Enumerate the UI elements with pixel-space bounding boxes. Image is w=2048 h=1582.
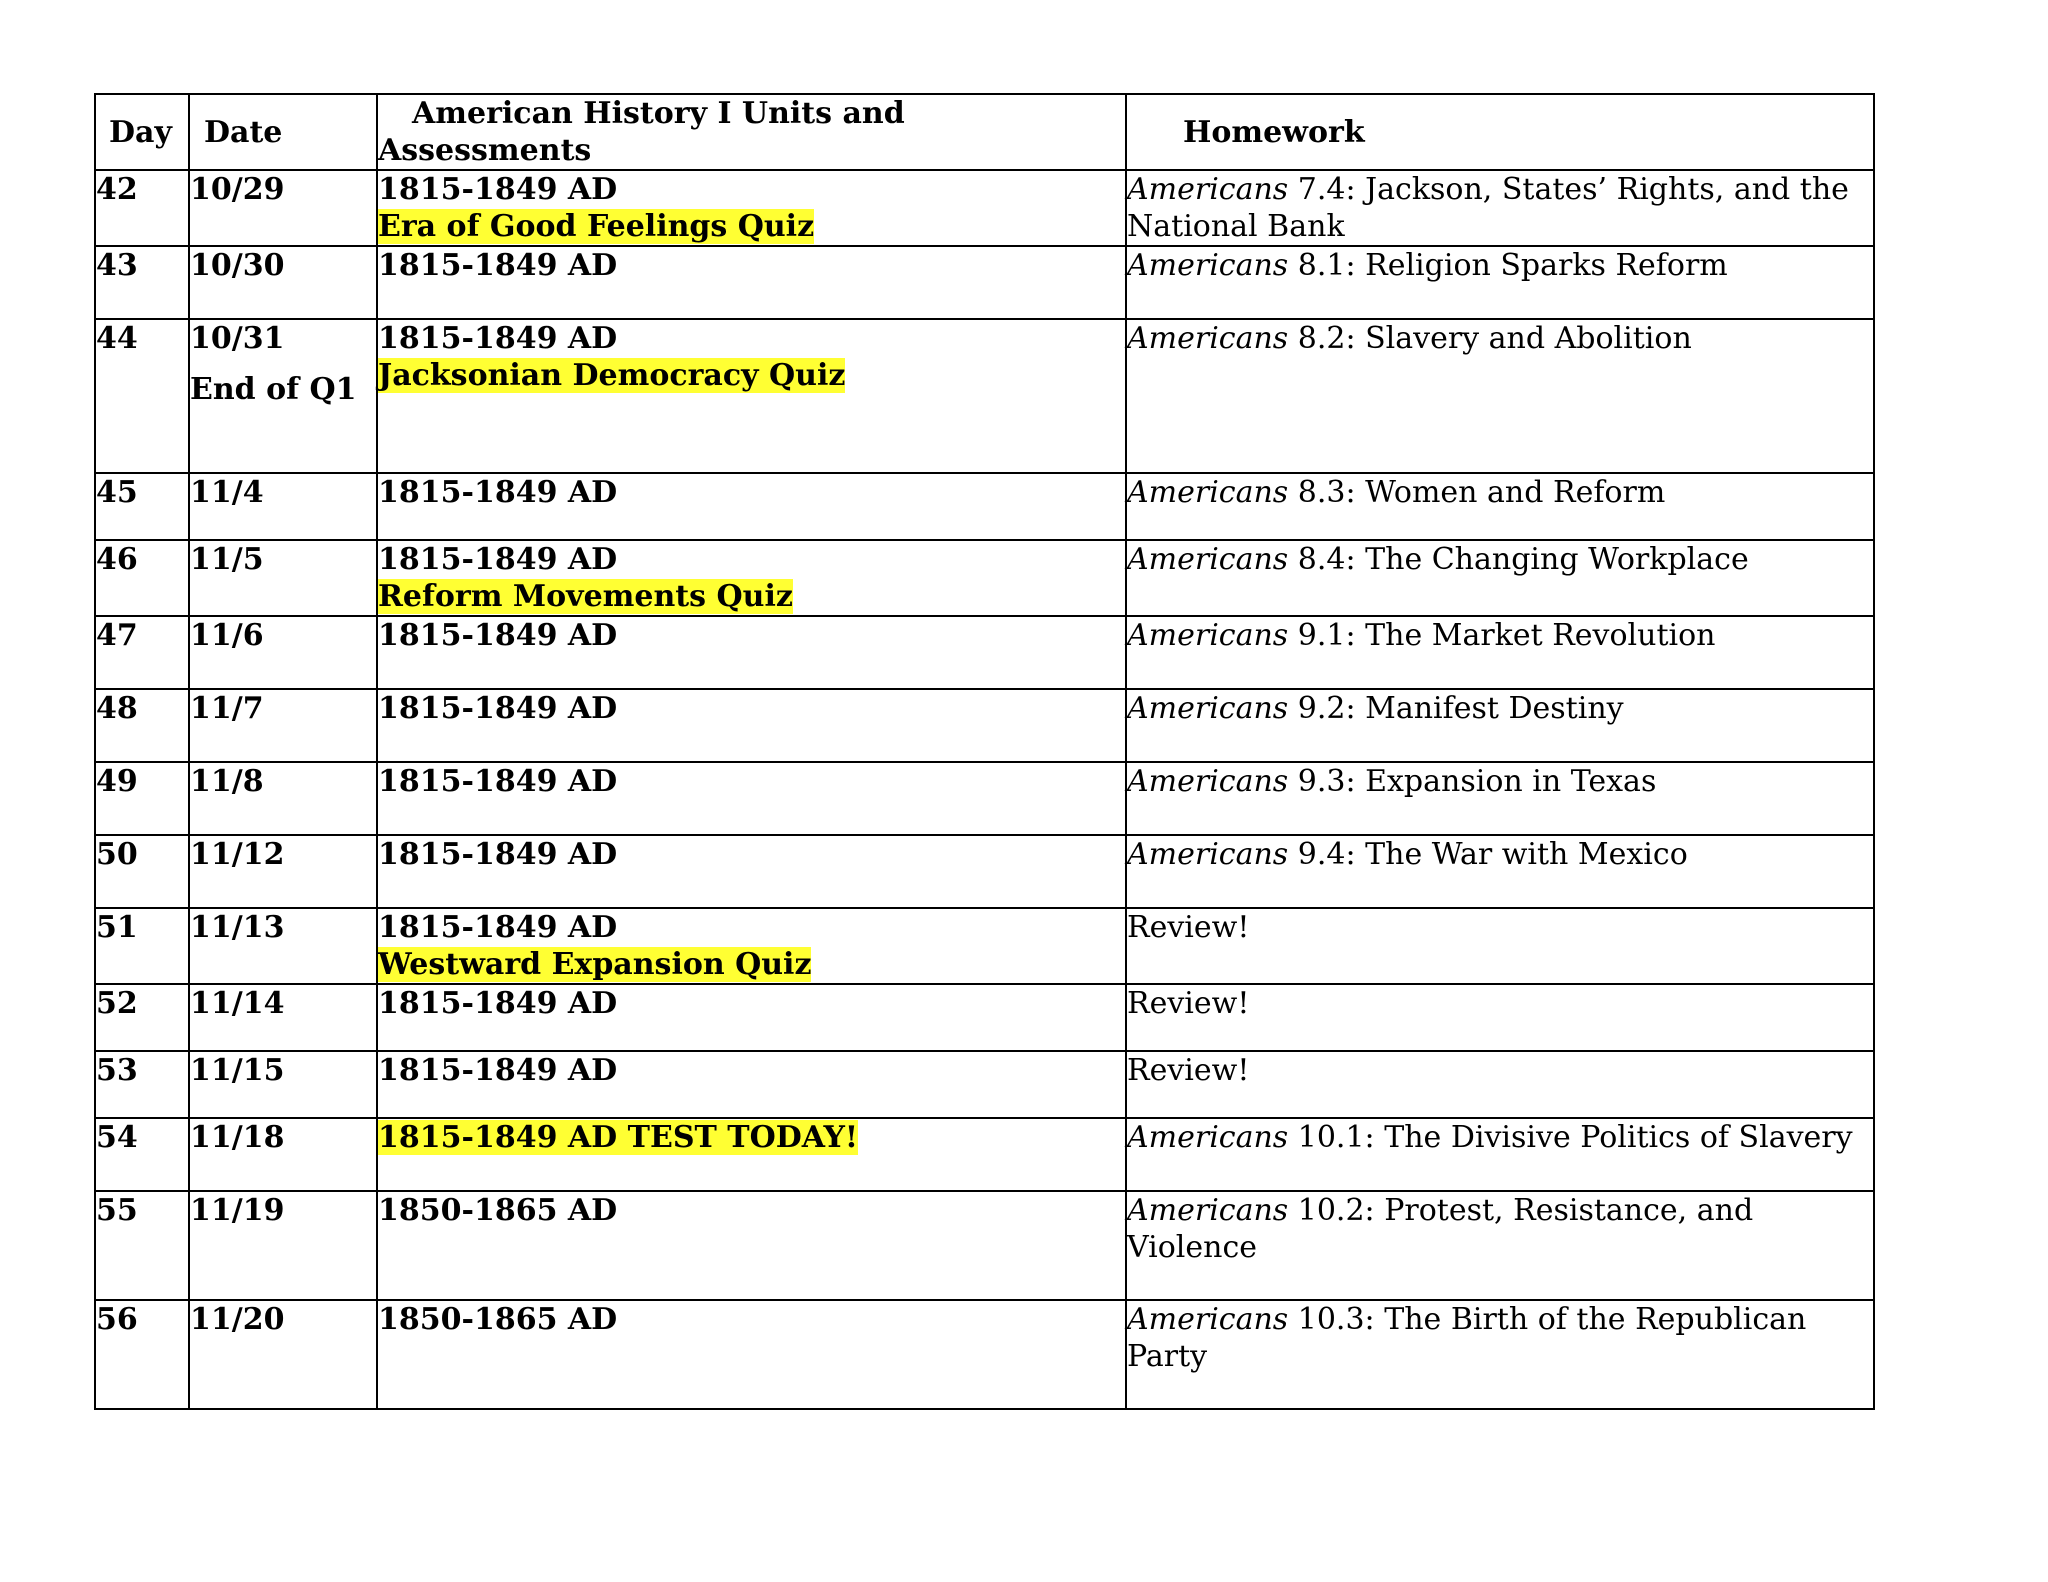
textbook-title: Americans [1127,172,1289,207]
table-row [95,835,1874,908]
unit-label: 1815-1849 AD [378,910,618,945]
homework-cell [1126,616,1874,689]
unit-cell [377,1118,1126,1191]
date-value: 11/6 [190,618,264,653]
unit-label: 1815-1849 AD [378,1053,618,1088]
table-row [95,319,1874,473]
date-value: 11/12 [190,837,285,872]
day-cell: 45 [95,473,189,540]
date-cell [189,689,377,762]
unit-cell [377,1300,1126,1409]
homework-text: 9.2: Manifest Destiny [1288,691,1624,726]
day-cell: 53 [95,1051,189,1118]
homework-text: 8.4: The Changing Workplace [1288,542,1749,577]
textbook-title: Americans [1127,1302,1289,1337]
unit-cell [377,908,1126,984]
homework-text: 8.3: Women and Reform [1288,475,1666,510]
table-row [95,984,1874,1051]
date-cell [189,170,377,246]
textbook-title: Americans [1127,691,1289,726]
table-row [95,1300,1874,1409]
day-cell: 52 [95,984,189,1051]
header-units [377,94,1126,170]
homework-text: 10.2: Protest, Resistance, and Violence [1127,1193,1754,1265]
date-cell [189,473,377,540]
unit-label: 1815-1849 AD [378,986,618,1021]
day-cell: 50 [95,835,189,908]
day-cell: 49 [95,762,189,835]
date-value: 10/29 [190,172,285,207]
homework-cell [1126,984,1874,1051]
homework-text: 10.3: The Birth of the Republican Party [1127,1302,1807,1374]
date-value: 10/30 [190,248,285,283]
date-note: End of Q1 [190,372,357,407]
day-cell: 47 [95,616,189,689]
date-cell [189,1051,377,1118]
textbook-title: Americans [1127,248,1289,283]
date-value: 11/8 [190,764,264,799]
day-cell: 44 [95,319,189,473]
table-row [95,473,1874,540]
header-units-label: American History I Units and Assessments [378,96,905,168]
unit-cell [377,540,1126,616]
textbook-title: Americans [1127,475,1289,510]
homework-text: 8.1: Religion Sparks Reform [1288,248,1728,283]
table-row [95,908,1874,984]
header-date-label: Date [204,114,283,150]
unit-label: 1815-1849 AD [378,542,618,577]
date-cell [189,835,377,908]
homework-text: 9.1: The Market Revolution [1288,618,1716,653]
homework-cell [1126,1051,1874,1118]
unit-label: 1850-1865 AD [378,1302,618,1337]
assessment-label: Westward Expansion Quiz [378,947,812,982]
table-row [95,170,1874,246]
schedule-table [94,93,1875,1410]
table-row [95,689,1874,762]
homework-text: Review! [1127,1053,1250,1088]
assessment-label: Jacksonian Democracy Quiz [378,358,846,393]
day-cell: 46 [95,540,189,616]
day-cell: 51 [95,908,189,984]
date-cell [189,540,377,616]
unit-label: 1815-1849 AD TEST TODAY! [378,1120,859,1155]
textbook-title: Americans [1127,618,1289,653]
homework-cell [1126,689,1874,762]
table-row [95,1051,1874,1118]
date-value: 11/15 [190,1053,285,1088]
date-cell [189,1191,377,1300]
unit-cell [377,616,1126,689]
homework-cell [1126,1300,1874,1409]
unit-cell [377,319,1126,473]
homework-text: 7.4: Jackson, States’ Rights, and the National Bank [1127,172,1849,244]
header-homework [1126,94,1874,170]
homework-text: 8.2: Slavery and Abolition [1288,321,1692,356]
unit-cell [377,1051,1126,1118]
day-cell: 43 [95,246,189,319]
homework-cell [1126,319,1874,473]
date-value: 11/18 [190,1120,285,1155]
date-value: 10/31 [190,321,285,356]
homework-cell [1126,762,1874,835]
unit-cell [377,762,1126,835]
day-cell: 48 [95,689,189,762]
unit-label: 1815-1849 AD [378,475,618,510]
homework-text: 10.1: The Divisive Politics of Slavery [1288,1120,1853,1155]
assessment-label: Reform Movements Quiz [378,579,793,614]
unit-label: 1815-1849 AD [378,764,618,799]
header-row [95,94,1874,170]
unit-cell [377,473,1126,540]
homework-cell [1126,170,1874,246]
header-day-label: Day [109,114,172,150]
table-row [95,616,1874,689]
table-row [95,246,1874,319]
date-value: 11/13 [190,910,285,945]
table-row [95,1118,1874,1191]
date-cell [189,1300,377,1409]
unit-label: 1815-1849 AD [378,321,618,356]
date-value: 11/4 [190,475,264,510]
assessment-label: Era of Good Feelings Quiz [378,209,815,244]
homework-text: 9.4: The War with Mexico [1288,837,1688,872]
unit-label: 1815-1849 AD [378,837,618,872]
unit-label: 1815-1849 AD [378,248,618,283]
homework-cell [1126,1118,1874,1191]
table-row [95,1191,1874,1300]
unit-cell [377,170,1126,246]
day-cell: 54 [95,1118,189,1191]
header-date [189,94,377,170]
date-value: 11/20 [190,1302,285,1337]
day-cell: 56 [95,1300,189,1409]
day-cell: 55 [95,1191,189,1300]
homework-text: 9.3: Expansion in Texas [1288,764,1657,799]
textbook-title: Americans [1127,837,1289,872]
table-row [95,540,1874,616]
textbook-title: Americans [1127,1120,1289,1155]
header-homework-label: Homework [1183,114,1365,150]
homework-text: Review! [1127,910,1250,945]
textbook-title: Americans [1127,764,1289,799]
date-cell [189,984,377,1051]
date-cell [189,246,377,319]
homework-cell [1126,1191,1874,1300]
header-day [95,94,189,170]
unit-label: 1850-1865 AD [378,1193,618,1228]
unit-cell [377,835,1126,908]
table-row [95,762,1874,835]
homework-cell [1126,246,1874,319]
schedule-body [95,170,1874,1409]
date-value: 11/19 [190,1193,285,1228]
date-cell [189,908,377,984]
date-cell [189,1118,377,1191]
date-cell [189,319,377,473]
textbook-title: Americans [1127,321,1289,356]
unit-cell [377,246,1126,319]
unit-cell [377,984,1126,1051]
day-cell: 42 [95,170,189,246]
unit-label: 1815-1849 AD [378,691,618,726]
homework-text: Review! [1127,986,1250,1021]
unit-label: 1815-1849 AD [378,618,618,653]
unit-cell [377,689,1126,762]
date-cell [189,616,377,689]
date-cell [189,762,377,835]
homework-cell [1126,908,1874,984]
textbook-title: Americans [1127,542,1289,577]
homework-cell [1126,835,1874,908]
date-value: 11/14 [190,986,285,1021]
unit-cell [377,1191,1126,1300]
date-value: 11/7 [190,691,264,726]
textbook-title: Americans [1127,1193,1289,1228]
date-value: 11/5 [190,542,264,577]
homework-cell [1126,473,1874,540]
unit-label: 1815-1849 AD [378,172,618,207]
homework-cell [1126,540,1874,616]
